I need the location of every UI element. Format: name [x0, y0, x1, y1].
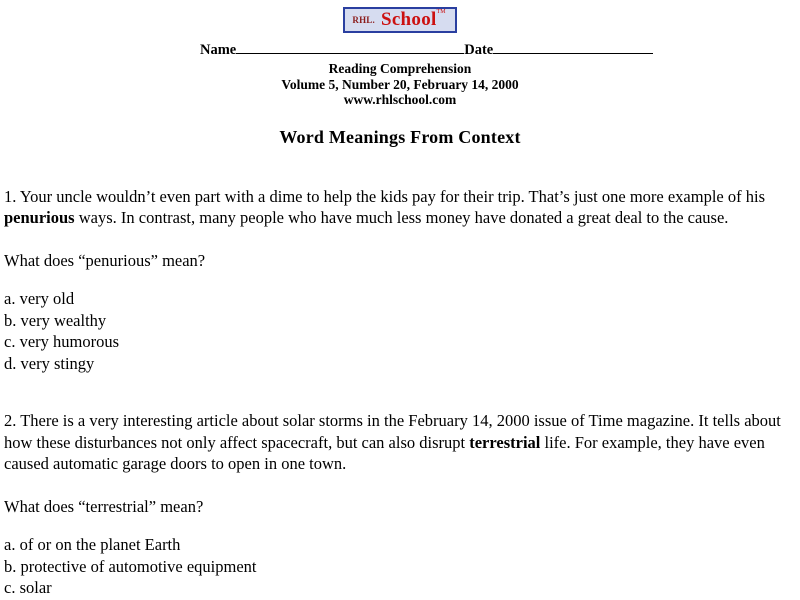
- header-block: [0, 61, 800, 108]
- question-1-passage-before: 1. Your uncle wouldn’t even part with a dime to help the kids pay for their trip. That’s just one more example of his: [4, 186, 765, 206]
- question-2-passage: [4, 410, 792, 475]
- name-input-line[interactable]: [236, 40, 464, 54]
- date-label: Date: [464, 42, 494, 58]
- question-2-choices: [4, 534, 792, 599]
- question-1-choice-a[interactable]: a. very old: [4, 289, 75, 308]
- trademark-icon: TM: [436, 8, 446, 15]
- question-2-passage-before: 2. There is a very interesting article about solar storms in the February 14, 2000 issue of Time magazine. It tells about how these disturbances not only affect spacecraft, but can also disrupt: [4, 411, 781, 452]
- question-2-choice-a[interactable]: a. of or on the planet Earth: [4, 535, 181, 554]
- name-date-row: [0, 40, 800, 59]
- logo-prefix-text: RHL.: [352, 15, 375, 25]
- logo-container: [0, 0, 800, 33]
- website-line: www.rhlschool.com: [343, 92, 457, 107]
- questions-container: [0, 186, 800, 599]
- name-label: Name: [200, 42, 237, 58]
- question-2-prompt: What does “terrestrial” mean?: [4, 496, 204, 516]
- question-2-choice-b[interactable]: b. protective of automotive equipment: [4, 556, 257, 576]
- question-1-choices: [4, 288, 792, 374]
- question-1-prompt: What does “penurious” mean?: [4, 250, 206, 270]
- date-input-line[interactable]: [493, 40, 653, 54]
- question-2: [4, 410, 792, 599]
- question-1-passage: [4, 186, 792, 229]
- page-title: Word Meanings From Context: [279, 126, 521, 147]
- question-1-choice-c[interactable]: c. very humorous: [4, 332, 120, 351]
- issue-line: Volume 5, Number 20, February 14, 2000: [281, 76, 519, 92]
- question-1-passage-after: ways. In contrast, many people who have much less money have donated a great deal to the cause.: [74, 208, 729, 227]
- question-2-vocabulary-word: terrestrial: [469, 432, 541, 452]
- logo-name-text: School: [380, 9, 437, 30]
- question-2-choice-c[interactable]: c. solar: [4, 578, 52, 597]
- rhl-school-logo[interactable]: [343, 7, 456, 33]
- question-1-choice-b[interactable]: b. very wealthy: [4, 310, 107, 330]
- question-1-choice-d[interactable]: d. very stingy: [4, 353, 95, 373]
- question-1: [4, 186, 792, 375]
- question-1-vocabulary-word: penurious: [4, 208, 75, 227]
- series-title: Reading Comprehension: [328, 61, 472, 76]
- question-2-passage-after: life. For example, they have even caused automatic garage doors to open in one town.: [4, 432, 765, 473]
